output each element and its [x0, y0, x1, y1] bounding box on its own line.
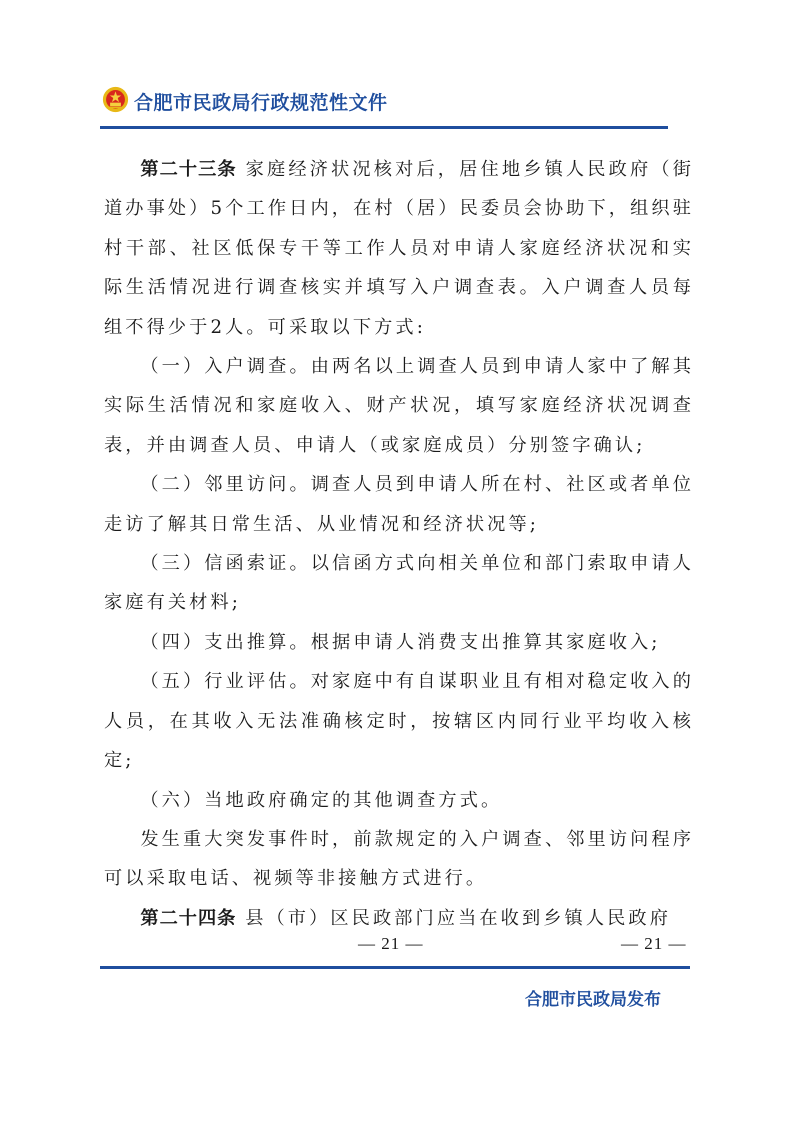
paragraph: （五）行业评估。对家庭中有自谋职业且有相对稳定收入的人员，在其收入无法准确核定时，按辖区内同行业平均收入核定; [104, 671, 694, 772]
paragraph-text: 家庭经济状况核对后，居住地乡镇人民政府（街道办事处）5个工作日内，在村（居）民委员会协助下，组织驻村干部、社区低保专干等工作人员对申请人家庭经济状况和实际生活情况进行调查核实并填写入户调查表。入户调查人员每组不得少于2人。可采取以下方式: [104, 159, 694, 338]
footer-divider [100, 966, 690, 969]
paragraph: （三）信函索证。以信函方式向相关单位和部门索取申请人家庭有关材料; [104, 553, 694, 614]
document-header [100, 82, 670, 128]
paragraph-article-24 [104, 899, 694, 938]
paragraph: 发生重大突发事件时，前款规定的入户调查、邻里访问程序可以采取电话、视频等非接触方式进行。 [104, 828, 694, 890]
header-divider [100, 126, 668, 129]
article-heading: 第二十四条 [140, 907, 237, 929]
national-emblem-icon [102, 86, 129, 113]
document-body [104, 150, 694, 938]
paragraph-text: 县（市）区民政部门应当在收到乡镇人民政府 [245, 907, 671, 929]
document-header-title: 合肥市民政局行政规范性文件 [134, 92, 388, 114]
page-number-right: — 21 — [621, 934, 687, 953]
article-heading: 第二十三条 [140, 159, 237, 180]
footer-publisher: 合肥市民政局发布 [525, 990, 661, 1010]
page-number-left: — 21 — [358, 934, 424, 953]
paragraph: （四）支出推算。根据申请人消费支出推算其家庭收入; [140, 631, 661, 653]
paragraph: （六）当地政府确定的其他调查方式。 [140, 789, 503, 811]
paragraph: （一）入户调查。由两名以上调查人员到申请人家中了解其实际生活情况和家庭收入、财产状况，填写家庭经济状况调查表，并由调查人员、申请人（或家庭成员）分别签字确认; [104, 356, 694, 456]
paragraph: （二）邻里访问。调查人员到申请人所在村、社区或者单位走访了解其日常生活、从业情况和经济状况等; [104, 474, 694, 535]
paragraph-article-23 [104, 150, 694, 347]
